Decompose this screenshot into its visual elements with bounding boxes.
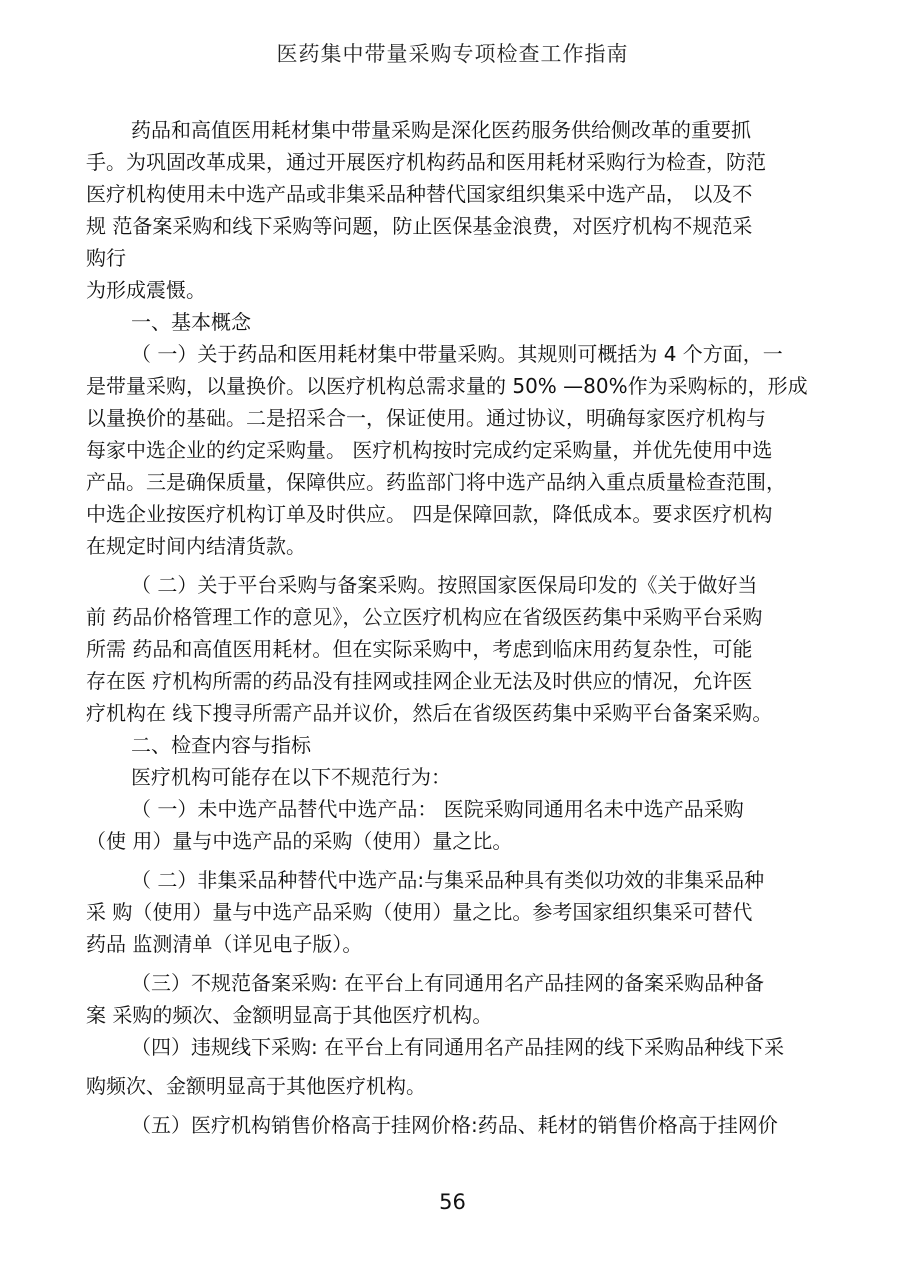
paragraph-line: 疗机构在 线下搜寻所需产品并议价，然后在省级医药集中采购平台备案采购。 [86, 701, 773, 725]
paragraph-line: 是带量采购，以量换价。以医疗机构总需求量的 50% —80%作为采购标的，形成 [86, 374, 808, 398]
paragraph-line: 在规定时间内结清货款。 [86, 534, 306, 558]
intro-line: 手。为巩固改革成果，通过开展医疗机构药品和医用耗材采购行为检查，防范 [86, 150, 766, 174]
paragraph-line: （五）医疗机构销售价格高于挂网价格:药品、耗材的销售价格高于挂网价 [131, 1113, 778, 1137]
paragraph-line: （ 一）未中选产品替代中选产品： 医院采购同通用名未中选产品采购 [131, 797, 744, 821]
section-heading: 二、检查内容与指标 [131, 733, 311, 757]
paragraph-line: 药品 监测清单（详见电子版）。 [86, 932, 363, 956]
paragraph-line: 产品。三是确保质量，保障供应。药监部门将中选产品纳入重点质量检查范围， [86, 470, 786, 494]
paragraph-line: 存在医 疗机构所需的药品没有挂网或挂网企业无法及时供应的情况，允许医 [86, 669, 753, 693]
intro-line: 规 范备案采购和线下采购等问题，防止医保基金浪费，对医疗机构不规范采 [86, 214, 753, 238]
paragraph-line: （三）不规范备案采购: 在平台上有同通用名产品挂网的备案采购品种备 [131, 971, 765, 995]
intro-line: 医疗机构使用未中选产品或非集采品种替代国家组织集采中选产品， 以及不 [86, 182, 753, 206]
paragraph-line: 前 药品价格管理工作的意见》，公立医疗机构应在省级医药集中采购平台采购 [86, 605, 763, 629]
paragraph-line: 以量换价的基础。二是招采合一，保证使用。通过协议，明确每家医疗机构与 [86, 406, 766, 430]
paragraph-line: （使 用）量与中选产品的采购（使用）量之比。 [86, 829, 513, 853]
paragraph-line: 采 购（使用）量与中选产品采购（使用）量之比。参考国家组织集采可替代 [86, 900, 753, 924]
intro-line: 药品和高值医用耗材集中带量采购是深化医药服务供给侧改革的重要抓 [131, 118, 751, 142]
paragraph-line: （四）违规线下采购: 在平台上有同通用名产品挂网的线下采购品种线下采 [131, 1035, 785, 1059]
document-body [86, 114, 831, 1141]
intro-line: 购行 [86, 246, 126, 270]
paragraph-line: 案 采购的频次、金额明显高于其他医疗机构。 [86, 1003, 493, 1027]
running-header: 医药集中带量采购专项检查工作指南 [276, 42, 629, 66]
section-heading: 一、基本概念 [131, 310, 251, 334]
paragraph-line: 中选企业按医疗机构订单及时供应。 四是保障回款，降低成本。要求医疗机构 [86, 502, 773, 526]
paragraph-line: 医疗机构可能存在以下不规范行为： [131, 765, 451, 789]
paragraph-line: 所需 药品和高值医用耗材。但在实际采购中，考虑到临床用药复杂性，可能 [86, 637, 753, 661]
paragraph-line: 购频次、金额明显高于其他医疗机构。 [86, 1074, 426, 1098]
paragraph-line: （ 一）关于药品和医用耗材集中带量采购。其规则可概括为 4 个方面，一 [131, 342, 783, 366]
paragraph-line: （ 二）关于平台采购与备案采购。按照国家医保局印发的《关于做好当 [131, 573, 758, 597]
paragraph-line: （ 二）非集采品种替代中选产品:与集采品种具有类似功效的非集采品种 [131, 868, 765, 892]
intro-line: 为形成震慑。 [86, 278, 206, 302]
page-number: 56 [439, 1190, 466, 1214]
paragraph-line: 每家中选企业的约定采购量。 医疗机构按时完成约定采购量，并优先使用中选 [86, 438, 773, 462]
